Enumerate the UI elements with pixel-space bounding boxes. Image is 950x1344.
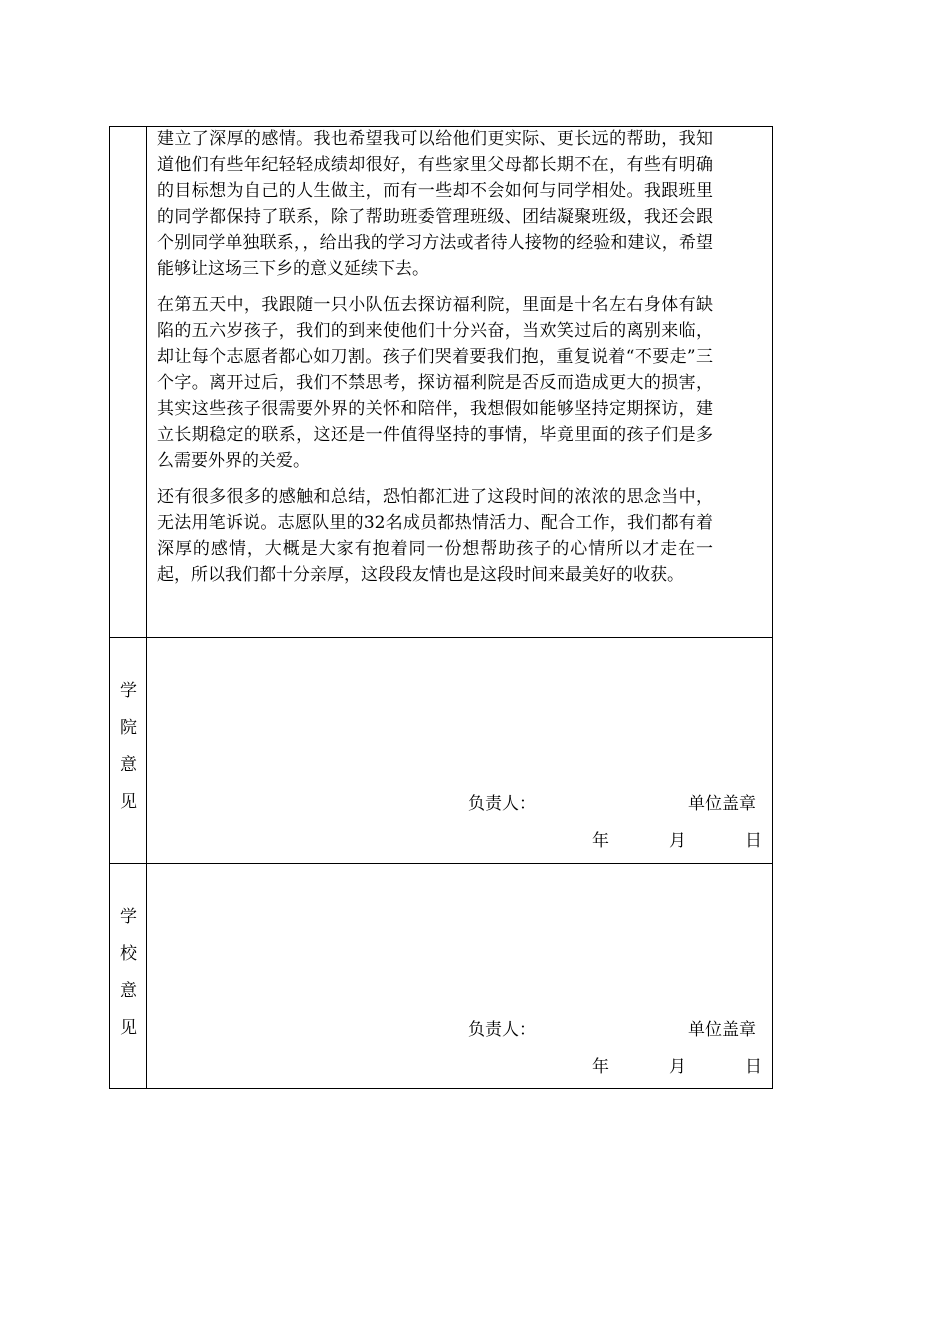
college-day-label: 日 xyxy=(745,831,762,851)
label-char: 意 xyxy=(120,981,137,1001)
school-month-label: 月 xyxy=(669,1057,686,1077)
school-opinion-row xyxy=(110,863,772,1088)
report-text xyxy=(157,126,713,588)
college-year-label: 年 xyxy=(592,831,609,851)
report-text-row xyxy=(110,127,772,637)
label-char: 见 xyxy=(120,1018,137,1038)
school-opinion-label xyxy=(110,899,147,1047)
school-opinion-content-cell xyxy=(147,864,772,1088)
report-paragraph-1: 建立了深厚的感情。我也希望我可以给他们更实际、更长远的帮助，我知道他们有些年纪轻轻成绩却很好，有些家里父母都长期不在，有些有明确的目标想为自己的人生做主，而有一些却不会如何与同学相处。我跟班里的同学都保持了联系，除了帮助班委管理班级、团结凝聚班级，我还会跟个别同学单独联系，，给出我的学习方法或者待人接物的经验和建议，希望能够让这场三下乡的意义延续下去。 xyxy=(157,129,713,279)
school-opinion-label-cell xyxy=(110,864,147,1088)
label-char: 学 xyxy=(120,681,137,701)
report-paragraph-3: 还有很多很多的感触和总结，恐怕都汇进了这段时间的浓浓的思念当中，无法用笔诉说。志愿队里的32名成员都热情活力、配合工作，我们都有着深厚的感情，大概是大家有抱着同一份想帮助孩子的心情所以才走在一起，所以我们都十分亲厚，这段段友情也是这段时间来最美好的收获。 xyxy=(157,487,713,585)
report-label-cell xyxy=(110,127,147,637)
label-char: 院 xyxy=(120,718,137,738)
report-paragraph-2: 在第五天中，我跟随一只小队伍去探访福利院，里面是十名左右身体有缺陷的五六岁孩子，我们的到来使他们十分兴奋，当欢笑过后的离别来临，却让每个志愿者都心如刀割。孩子们哭着要我们抱，重复说着“不要走”三个字。离开过后，我们不禁思考，探访福利院是否反而造成更大的损害，其实这些孩子很需要外界的关怀和陪伴，我想假如能够坚持定期探访，建立长期稳定的联系，这还是一件值得坚持的事情，毕竟里面的孩子们是多么需要外界的关爱。 xyxy=(157,295,713,471)
school-year-label: 年 xyxy=(592,1057,609,1077)
college-opinion-label-cell xyxy=(110,638,147,863)
label-char: 学 xyxy=(120,907,137,927)
opinion-form-table xyxy=(109,126,773,1089)
college-opinion-label xyxy=(110,673,147,821)
college-opinion-row xyxy=(110,637,772,863)
college-opinion-content-cell xyxy=(147,638,772,863)
college-seal-label: 单位盖章 xyxy=(688,794,756,814)
school-day-label: 日 xyxy=(745,1057,762,1077)
college-responsible-label: 负责人： xyxy=(468,794,536,814)
college-month-label: 月 xyxy=(669,831,686,851)
label-char: 见 xyxy=(120,792,137,812)
school-seal-label: 单位盖章 xyxy=(688,1020,756,1040)
school-responsible-label: 负责人： xyxy=(468,1020,536,1040)
label-char: 校 xyxy=(120,944,137,964)
label-char: 意 xyxy=(120,755,137,775)
report-content-cell xyxy=(147,127,772,637)
